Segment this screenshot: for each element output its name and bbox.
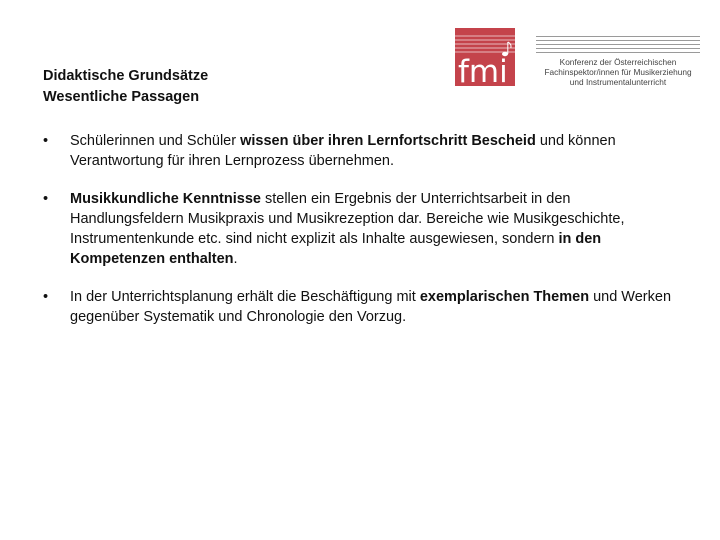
bullet-list: [43, 131, 683, 345]
bullet-segment: und Werken gegenüber Systematik und Chronologie den Vorzug.: [70, 289, 672, 325]
title-line-1: Didaktische Grundsätze: [43, 68, 209, 84]
org-line-2: Fachinspektor/innen für Musikerziehung: [544, 67, 692, 77]
bullet-segment: .: [233, 251, 238, 267]
org-line-1: Konferenz der Österreichischen: [559, 57, 677, 67]
bullet-text: [70, 131, 683, 171]
header-rules: [536, 36, 700, 56]
bullet-item: [43, 131, 683, 171]
bullet-segment: Schülerinnen und Schüler: [70, 133, 241, 149]
org-line-3: und Instrumentalunterricht: [569, 77, 667, 87]
title-line-2: Wesentliche Passagen: [43, 89, 200, 105]
bullet-item: [43, 189, 683, 269]
bullet-emphasis: Musikkundliche Kenntnisse: [70, 191, 261, 207]
bullet-emphasis: wissen über ihren Lernfortschritt Bescheid: [240, 133, 536, 149]
bullet-marker: •: [43, 289, 49, 305]
bullet-segment: und können Verantwortung für ihren Lernprozess übernehmen.: [70, 133, 616, 169]
bullet-item: [43, 287, 683, 327]
organization-name: [536, 57, 700, 87]
bullet-marker: •: [43, 133, 49, 149]
bullet-segment: stellen ein Ergebnis der Unterrichtsarbeit in den Handlungsfeldern Musikpraxis und Musikrezeption dar. Bereiche wie Musikgeschichte, Instrumentenkunde etc. sind nicht explizit als Inhalte ausgewiesen, sondern: [70, 191, 625, 247]
bullet-emphasis: in den Kompetenzen enthalten: [70, 231, 602, 267]
logo-abbr: fmi: [458, 54, 508, 86]
bullet-text: [70, 189, 683, 269]
bullet-emphasis: exemplarischen Themen: [419, 289, 590, 305]
page-title: [43, 66, 208, 108]
bullet-marker: •: [43, 191, 49, 207]
fmi-logo-graphic: [455, 28, 515, 86]
bullet-text: [70, 287, 683, 327]
fmi-logo: [455, 28, 515, 86]
bullet-segment: In der Unterrichtsplanung erhält die Beschäftigung mit: [70, 289, 420, 305]
